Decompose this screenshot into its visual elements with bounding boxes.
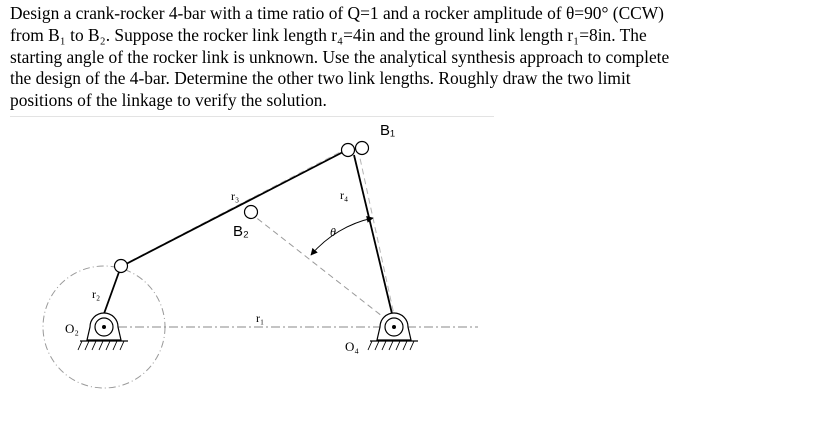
r3-label: r₃ xyxy=(231,189,240,203)
crank-pin-joint xyxy=(115,260,128,273)
r1-label: r₁ xyxy=(256,311,265,325)
ground-pivot-o4 xyxy=(368,313,418,350)
theta-label: θ xyxy=(330,225,336,239)
theta-angle-arc xyxy=(311,218,373,255)
b2-joint xyxy=(245,206,258,219)
problem-line: the design of the 4-bar. Determine the other two link lengths. Roughly draw the two limit xyxy=(10,68,631,89)
rocker-link-r4 xyxy=(354,155,394,322)
problem-line: positions of the linkage to verify the solution. xyxy=(10,90,327,111)
problem-line: starting angle of the rocker link is unknown. Use the analytical synthesis approach to complete xyxy=(10,46,670,67)
o4-label: O₄ xyxy=(345,339,359,354)
rocker-position-b1-line xyxy=(358,149,396,324)
b1-label: B₁ xyxy=(380,122,396,139)
ground-pivot-o2 xyxy=(78,313,128,350)
rocker-position-b2-line xyxy=(249,212,396,327)
b1-joint xyxy=(356,142,369,155)
coupler-rocker-joint xyxy=(342,144,355,157)
o2-label: O₂ xyxy=(65,321,79,336)
b2-label: B₂ xyxy=(233,223,249,240)
r2-label: r₂ xyxy=(92,287,101,301)
r4-label: r₄ xyxy=(340,188,349,202)
coupler-link-r3 xyxy=(126,151,345,264)
problem-line: Design a crank-rocker 4-bar with a time ratio of Q=1 and a rocker amplitude of θ=90° (CCW) xyxy=(10,3,664,23)
problem-line: from B₁ to B₂. Suppose the rocker link length r₄=4in and the ground link length r₁=8in. The xyxy=(10,24,647,45)
